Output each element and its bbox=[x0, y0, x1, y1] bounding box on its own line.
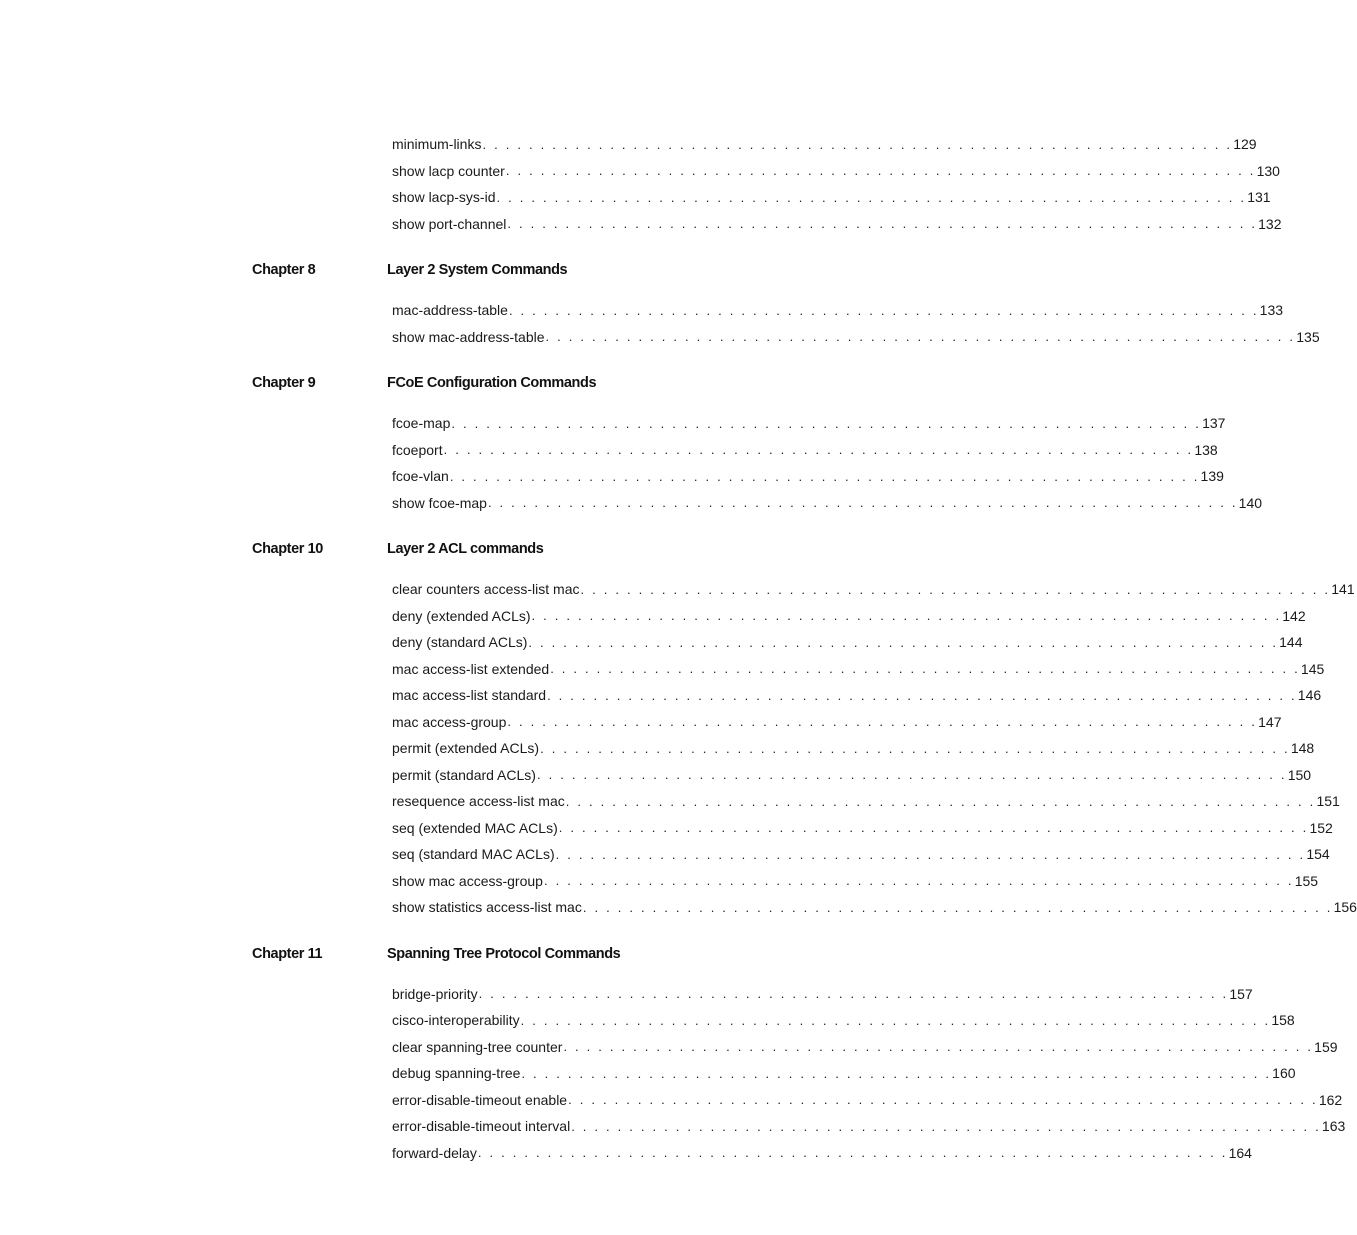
toc-entry[interactable] bbox=[392, 158, 1280, 185]
toc-entry[interactable] bbox=[392, 211, 1282, 238]
toc-entry[interactable] bbox=[392, 629, 1303, 656]
table-of-contents bbox=[0, 131, 1357, 1166]
toc-entry[interactable] bbox=[392, 1113, 1346, 1140]
toc-entry[interactable] bbox=[392, 656, 1325, 683]
toc-entry-page-number: 164 bbox=[1228, 1144, 1252, 1161]
toc-entry[interactable] bbox=[392, 131, 1257, 158]
toc-entry[interactable] bbox=[392, 762, 1312, 789]
toc-entry-page-number: 144 bbox=[1279, 634, 1303, 651]
toc-entry[interactable] bbox=[392, 576, 1355, 603]
toc-entry-label: mac access-list standard bbox=[392, 687, 547, 704]
toc-entry[interactable] bbox=[392, 1007, 1295, 1034]
toc-entry[interactable] bbox=[392, 324, 1320, 351]
toc-entry[interactable] bbox=[392, 981, 1253, 1008]
toc-entry-label: show port-channel bbox=[392, 215, 507, 232]
toc-entry-page-number: 142 bbox=[1282, 607, 1306, 624]
toc-entry-page-number: 130 bbox=[1256, 162, 1280, 179]
toc-entry-page-number: 152 bbox=[1309, 819, 1333, 836]
toc-entry[interactable] bbox=[392, 410, 1226, 437]
dot-leader: . . . . . . . . . . . . . . . . . . . . . . . . . . . . . . . . . . . . . . . . . . . . . . . . . . . . . . . . . . . . . . . . . bbox=[507, 216, 1258, 232]
dot-leader: . . . . . . . . . . . . . . . . . . . . . . . . . . . . . . . . . . . . . . . . . . . . . . . . . . . . . . . . . . . . . . . . . bbox=[536, 767, 1287, 783]
toc-entry-page-number: 156 bbox=[1333, 899, 1357, 916]
dot-leader: . . . . . . . . . . . . . . . . . . . . . . . . . . . . . . . . . . . . . . . . . . . . . . . . . . . . . . . . . . . . . . . . . bbox=[555, 846, 1306, 862]
chapter-title[interactable]: FCoE Configuration Commands bbox=[387, 375, 597, 391]
chapter-heading bbox=[0, 921, 954, 981]
toc-entry[interactable] bbox=[392, 735, 1315, 762]
toc-entry-page-number: 158 bbox=[1271, 1012, 1295, 1029]
dot-leader: . . . . . . . . . . . . . . . . . . . . . . . . . . . . . . . . . . . . . . . . . . . . . . . . . . . . . . . . . . . . . . . . . bbox=[478, 986, 1229, 1002]
dot-leader: . . . . . . . . . . . . . . . . . . . . . . . . . . . . . . . . . . . . . . . . . . . . . . . . . . . . . . . . . . . . . . . . . bbox=[531, 608, 1282, 624]
toc-entry[interactable] bbox=[392, 297, 1284, 324]
chapter-title[interactable]: Layer 2 ACL commands bbox=[387, 541, 544, 557]
dot-leader: . . . . . . . . . . . . . . . . . . . . . . . . . . . . . . . . . . . . . . . . . . . . . . . . . . . . . . . . . . . . . . . . . bbox=[508, 302, 1259, 318]
dot-leader: . . . . . . . . . . . . . . . . . . . . . . . . . . . . . . . . . . . . . . . . . . . . . . . . . . . . . . . . . . . . . . . . . bbox=[558, 820, 1309, 836]
chapter-heading bbox=[0, 350, 954, 410]
dot-leader: . . . . . . . . . . . . . . . . . . . . . . . . . . . . . . . . . . . . . . . . . . . . . . . . . . . . . . . . . . . . . . . . . bbox=[521, 1065, 1272, 1081]
toc-entry-page-number: 155 bbox=[1294, 872, 1319, 889]
toc-entry[interactable] bbox=[392, 682, 1322, 709]
toc-entry-label: clear counters access-list mac bbox=[392, 581, 580, 598]
chapter-title[interactable]: Spanning Tree Protocol Commands bbox=[387, 945, 621, 962]
toc-entry-page-number: 157 bbox=[1229, 985, 1253, 1002]
dot-leader: . . . . . . . . . . . . . . . . . . . . . . . . . . . . . . . . . . . . . . . . . . . . . . . . . . . . . . . . . . . . . . . . . bbox=[487, 495, 1238, 511]
dot-leader: . . . . . . . . . . . . . . . . . . . . . . . . . . . . . . . . . . . . . . . . . . . . . . . . . . . . . . . . . . . . . . . . . bbox=[571, 1118, 1321, 1134]
toc-entry-label: show statistics access-list mac bbox=[392, 899, 582, 916]
toc-entry-page-number: 133 bbox=[1259, 302, 1284, 319]
toc-entry[interactable] bbox=[392, 894, 1357, 921]
toc-entry-label: deny (extended ACLs) bbox=[392, 607, 531, 624]
toc-entry-page-number: 135 bbox=[1296, 328, 1320, 345]
dot-leader: . . . . . . . . . . . . . . . . . . . . . . . . . . . . . . . . . . . . . . . . . . . . . . . . . . . . . . . . . . . . . . . . . bbox=[550, 661, 1300, 677]
dot-leader: . . . . . . . . . . . . . . . . . . . . . . . . . . . . . . . . . . . . . . . . . . . . . . . . . . . . . . . . . . . . . . . . . bbox=[543, 873, 1294, 889]
toc-entry[interactable] bbox=[392, 709, 1282, 736]
toc-entry-page-number: 163 bbox=[1321, 1118, 1346, 1135]
toc-entry-label: show mac-address-table bbox=[392, 328, 545, 345]
dot-leader: . . . . . . . . . . . . . . . . . . . . . . . . . . . . . . . . . . . . . . . . . . . . . . . . . . . . . . . . . . . . . . . . . bbox=[451, 415, 1202, 431]
toc-entry-page-number: 148 bbox=[1290, 740, 1315, 757]
toc-entry-label: permit (standard ACLs) bbox=[392, 766, 536, 783]
dot-leader: . . . . . . . . . . . . . . . . . . . . . . . . . . . . . . . . . . . . . . . . . . . . . . . . . . . . . . . . . . . . . . . . . bbox=[580, 581, 1331, 597]
toc-entry-page-number: 162 bbox=[1318, 1091, 1343, 1108]
chapter-label: Chapter 11 bbox=[252, 945, 323, 962]
dot-leader: . . . . . . . . . . . . . . . . . . . . . . . . . . . . . . . . . . . . . . . . . . . . . . . . . . . . . . . . . . . . . . . . . bbox=[565, 793, 1316, 809]
toc-entry-page-number: 131 bbox=[1247, 189, 1271, 206]
toc-entry-label: minimum-links bbox=[392, 136, 482, 153]
toc-entry[interactable] bbox=[392, 490, 1263, 517]
toc-entry[interactable] bbox=[392, 868, 1319, 895]
toc-entry[interactable] bbox=[392, 437, 1218, 464]
chapter-title[interactable]: Layer 2 System Commands bbox=[387, 262, 568, 278]
toc-entry-label: forward-delay bbox=[392, 1144, 477, 1161]
toc-entry-page-number: 147 bbox=[1258, 713, 1282, 730]
dot-leader: . . . . . . . . . . . . . . . . . . . . . . . . . . . . . . . . . . . . . . . . . . . . . . . . . . . . . . . . . . . . . . . . . bbox=[540, 740, 1290, 756]
toc-entry-page-number: 151 bbox=[1316, 793, 1340, 810]
toc-entry-page-number: 150 bbox=[1287, 766, 1312, 783]
toc-entry-label: fcoe-map bbox=[392, 415, 451, 432]
dot-leader: . . . . . . . . . . . . . . . . . . . . . . . . . . . . . . . . . . . . . . . . . . . . . . . . . . . . . . . . . . . . . . . . . bbox=[520, 1012, 1271, 1028]
toc-entry-label: fcoe-vlan bbox=[392, 468, 449, 485]
toc-entry-label: show lacp counter bbox=[392, 162, 505, 179]
toc-entry-label: cisco-interoperability bbox=[392, 1012, 520, 1029]
toc-entry-label: show mac access-group bbox=[392, 872, 543, 889]
toc-entry-page-number: 145 bbox=[1300, 660, 1325, 677]
dot-leader: . . . . . . . . . . . . . . . . . . . . . . . . . . . . . . . . . . . . . . . . . . . . . . . . . . . . . . . . . . . . . . . . . bbox=[568, 1092, 1318, 1108]
chapter-heading bbox=[0, 237, 954, 297]
toc-entry-page-number: 129 bbox=[1233, 136, 1257, 153]
chapter-label: Chapter 9 bbox=[252, 375, 316, 391]
toc-entry-page-number: 160 bbox=[1272, 1065, 1296, 1082]
dot-leader: . . . . . . . . . . . . . . . . . . . . . . . . . . . . . . . . . . . . . . . . . . . . . . . . . . . . . . . . . . . . . . . . . bbox=[582, 899, 1333, 915]
dot-leader: . . . . . . . . . . . . . . . . . . . . . . . . . . . . . . . . . . . . . . . . . . . . . . . . . . . . . . . . . . . . . . . . . bbox=[505, 163, 1256, 179]
chapter-label: Chapter 10 bbox=[252, 541, 323, 557]
dot-leader: . . . . . . . . . . . . . . . . . . . . . . . . . . . . . . . . . . . . . . . . . . . . . . . . . . . . . . . . . . . . . . . . . bbox=[545, 329, 1296, 345]
toc-entry[interactable] bbox=[392, 184, 1271, 211]
toc-entry-label: error-disable-timeout enable bbox=[392, 1091, 568, 1108]
toc-entry-page-number: 154 bbox=[1306, 846, 1330, 863]
dot-leader: . . . . . . . . . . . . . . . . . . . . . . . . . . . . . . . . . . . . . . . . . . . . . . . . . . . . . . . . . . . . . . . . . bbox=[482, 136, 1233, 152]
toc-entry-label: mac access-list extended bbox=[392, 660, 550, 677]
dot-leader: . . . . . . . . . . . . . . . . . . . . . . . . . . . . . . . . . . . . . . . . . . . . . . . . . . . . . . . . . . . . . . . . . bbox=[507, 714, 1258, 730]
toc-entry-label: bridge-priority bbox=[392, 985, 478, 1002]
toc-entry-label: deny (standard ACLs) bbox=[392, 634, 528, 651]
dot-leader: . . . . . . . . . . . . . . . . . . . . . . . . . . . . . . . . . . . . . . . . . . . . . . . . . . . . . . . . . . . . . . . . . bbox=[547, 687, 1297, 703]
toc-entry-label: seq (extended MAC ACLs) bbox=[392, 819, 558, 836]
toc-entry[interactable] bbox=[392, 841, 1330, 868]
toc-entry[interactable] bbox=[392, 1034, 1338, 1061]
toc-entry[interactable] bbox=[392, 1140, 1252, 1167]
toc-entry[interactable] bbox=[392, 815, 1333, 842]
toc-entry-label: permit (extended ACLs) bbox=[392, 740, 540, 757]
toc-entry-page-number: 132 bbox=[1258, 215, 1282, 232]
toc-entry-page-number: 138 bbox=[1194, 441, 1218, 458]
chapter-heading bbox=[0, 516, 954, 576]
dot-leader: . . . . . . . . . . . . . . . . . . . . . . . . . . . . . . . . . . . . . . . . . . . . . . . . . . . . . . . . . . . . . . . . . bbox=[477, 1145, 1228, 1161]
toc-entry-label: error-disable-timeout interval bbox=[392, 1118, 571, 1135]
toc-entry-page-number: 139 bbox=[1200, 468, 1224, 485]
dot-leader: . . . . . . . . . . . . . . . . . . . . . . . . . . . . . . . . . . . . . . . . . . . . . . . . . . . . . . . . . . . . . . . . . bbox=[496, 189, 1247, 205]
dot-leader: . . . . . . . . . . . . . . . . . . . . . . . . . . . . . . . . . . . . . . . . . . . . . . . . . . . . . . . . . . . . . . . . . bbox=[563, 1039, 1314, 1055]
toc-entry[interactable] bbox=[392, 1060, 1296, 1087]
toc-entry[interactable] bbox=[392, 788, 1340, 815]
toc-entry-label: debug spanning-tree bbox=[392, 1065, 521, 1082]
toc-entry[interactable] bbox=[392, 463, 1224, 490]
dot-leader: . . . . . . . . . . . . . . . . . . . . . . . . . . . . . . . . . . . . . . . . . . . . . . . . . . . . . . . . . . . . . . . . . bbox=[528, 634, 1279, 650]
toc-entry-page-number: 159 bbox=[1314, 1038, 1338, 1055]
toc-entry-label: mac-address-table bbox=[392, 302, 508, 319]
toc-entry-label: fcoeport bbox=[392, 441, 443, 458]
dot-leader: . . . . . . . . . . . . . . . . . . . . . . . . . . . . . . . . . . . . . . . . . . . . . . . . . . . . . . . . . . . . . . . . . bbox=[449, 468, 1200, 484]
toc-entry-label: resequence access-list mac bbox=[392, 793, 565, 810]
chapter-label: Chapter 8 bbox=[252, 262, 316, 278]
toc-entry-label: mac access-group bbox=[392, 713, 507, 730]
toc-entry-page-number: 137 bbox=[1202, 415, 1226, 432]
toc-entry[interactable] bbox=[392, 603, 1306, 630]
toc-entry-page-number: 146 bbox=[1297, 687, 1322, 704]
toc-entry-label: clear spanning-tree counter bbox=[392, 1038, 563, 1055]
toc-entry-page-number: 141 bbox=[1331, 581, 1355, 598]
toc-entry[interactable] bbox=[392, 1087, 1343, 1114]
toc-entry-label: seq (standard MAC ACLs) bbox=[392, 846, 555, 863]
dot-leader: . . . . . . . . . . . . . . . . . . . . . . . . . . . . . . . . . . . . . . . . . . . . . . . . . . . . . . . . . . . . . . . . . bbox=[443, 442, 1194, 458]
toc-entry-page-number: 140 bbox=[1238, 494, 1263, 511]
toc-entry-label: show lacp-sys-id bbox=[392, 189, 496, 206]
toc-entry-label: show fcoe-map bbox=[392, 494, 487, 511]
